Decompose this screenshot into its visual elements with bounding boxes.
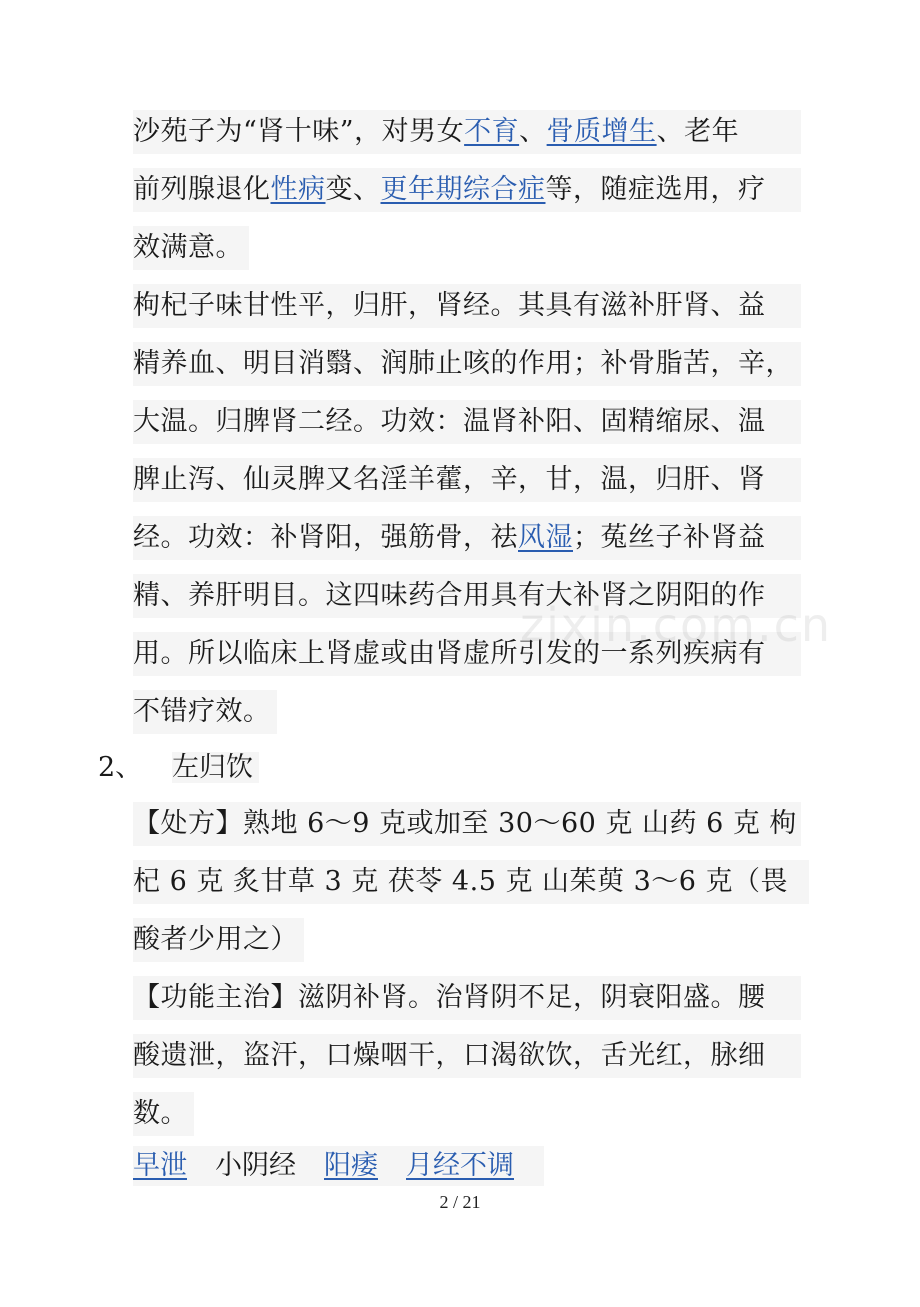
paragraph-line: 效满意。 <box>133 226 249 270</box>
keyword-tags <box>133 1146 544 1186</box>
section-heading <box>98 746 259 790</box>
tag-link-irregular-menstruation[interactable]: 月经不调 <box>406 1150 514 1181</box>
paragraph-line: 经。功效：补肾阳，强筋骨，祛风湿；菟丝子补肾益 <box>133 516 801 560</box>
paragraph-line: 用。所以临床上肾虚或由肾虚所引发的一系列疾病有 <box>133 632 801 676</box>
section-number: 2、 <box>98 752 143 783</box>
function-line: 酸遗泄，盗汗，口燥咽干，口渴欲饮，舌光红，脉细 <box>133 1034 801 1078</box>
paragraph-line: 精养血、明目消翳、润肺止咳的作用；补骨脂苦，辛， <box>133 342 801 386</box>
link-rheumatism[interactable]: 风湿 <box>518 522 573 553</box>
prescription-line: 【处方】熟地 6～9 克或加至 30～60 克 山药 6 克 枸 <box>133 802 801 846</box>
prescription-line: 酸者少用之） <box>133 918 304 962</box>
paragraph-line: 沙苑子为“肾十味”，对男女不育、骨质增生、老年 <box>133 110 801 154</box>
link-bone-hyperplasia[interactable]: 骨质增生 <box>546 116 657 147</box>
paragraph-line: 枸杞子味甘性平，归肝，肾经。其具有滋补肝肾、益 <box>133 284 801 328</box>
watermark: zixin.com.cn <box>520 598 833 652</box>
link-infertility[interactable]: 不育 <box>464 116 520 147</box>
tag-link-impotence[interactable]: 阳痿 <box>324 1150 378 1181</box>
function-line: 【功能主治】滋阴补肾。治肾阴不足，阴衰阳盛。腰 <box>133 976 801 1020</box>
link-menopause[interactable]: 更年期综合症 <box>380 174 546 205</box>
tag-text: 小阴经 <box>215 1150 296 1181</box>
prescription-line: 杞 6 克 炙甘草 3 克 茯苓 4.5 克 山茱萸 3～6 克（畏 <box>133 860 809 904</box>
paragraph-line: 大温。归脾肾二经。功效：温肾补阳、固精缩尿、温 <box>133 400 801 444</box>
link-std[interactable]: 性病 <box>270 174 326 205</box>
function-line: 数。 <box>133 1092 194 1136</box>
paragraph-line: 不错疗效。 <box>133 690 277 734</box>
page-number: 2 / 21 <box>439 1192 481 1212</box>
tag-link-premature-ejaculation[interactable]: 早泄 <box>133 1150 187 1181</box>
paragraph-line: 脾止泻、仙灵脾又名淫羊藿，辛，甘，温，归肝、肾 <box>133 458 801 502</box>
paragraph-line: 精、养肝明目。这四味药合用具有大补肾之阴阳的作 <box>133 574 801 618</box>
section-title: 左归饮 <box>172 752 259 783</box>
paragraph-line: 前列腺退化性病变、更年期综合症等，随症选用，疗 <box>133 168 801 212</box>
